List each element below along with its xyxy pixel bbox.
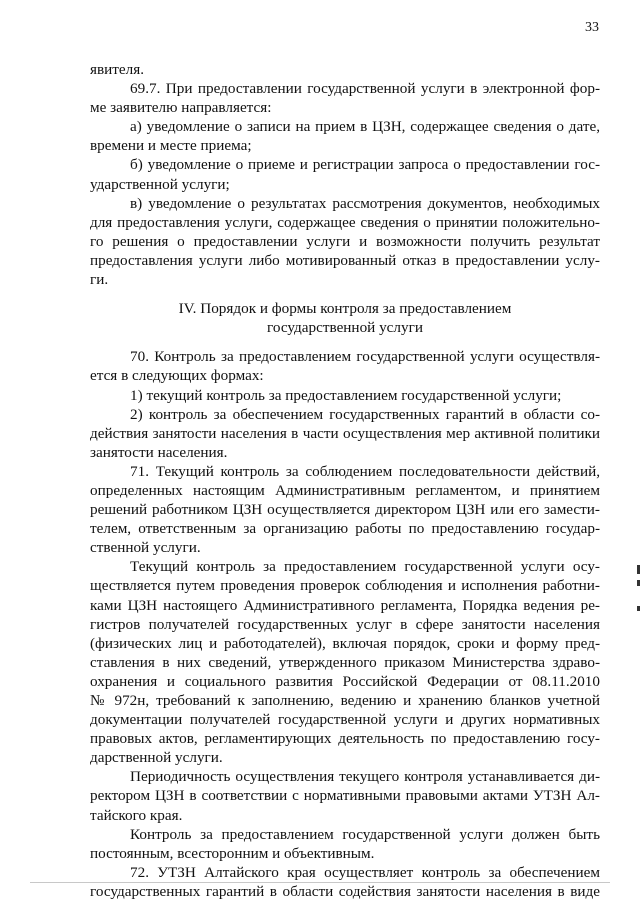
section-title: IV. Порядок и формы контроля за предоставлением [178, 300, 512, 318]
text-line: № 972н, требований к заполнению, ведению и хранению бланков учетной [90, 692, 600, 709]
text-line: телем, ответственным за организацию работы по предоставлению государ- [90, 520, 600, 538]
text-line: времени и месте приема; [90, 137, 252, 155]
text-line: Текущий контроль за предоставлением государственной услуги осу- [130, 558, 600, 576]
text-line: ме заявителю направляется: [90, 99, 272, 117]
text-line: правовых актов, регламентирующих деятельность по предоставлению госу- [90, 730, 600, 748]
text-line: предоставления услуги либо мотивированный отказ в предоставлении услу- [90, 251, 600, 269]
text-line: охранения и социального развития Российской Федерации от 08.11.2010 [90, 672, 600, 690]
document-body [90, 60, 600, 901]
text-line: решений работником ЦЗН осуществляется директором ЦЗН или его замести- [90, 501, 600, 519]
text-line: ществляется путем проведения проверок соблюдения и исполнения работни- [90, 577, 600, 595]
text-line: действия занятости населения в части осуществления мер активной политики [90, 424, 600, 442]
text-line: (физических лиц и работодателей), включая порядок, сроки и форму пред- [90, 634, 600, 652]
text-line: государственных гарантий в области содействия занятости населения в виде [90, 882, 600, 900]
text-line: го решения о предоставлении услуги и возможности получить результат [90, 232, 600, 250]
text-line: ректором ЦЗН в соответствии с нормативными правовыми актами УТЗН Ал- [90, 787, 600, 805]
text-line: а) уведомление о записи на прием в ЦЗН, содержащее сведения о дате, [130, 118, 600, 136]
text-line: явителя. [90, 61, 145, 78]
section-title: государственной услуги [267, 319, 423, 337]
text-line: документации получателей государственной услуги и других нормативных [90, 711, 600, 729]
text-line: 69.7. При предоставлении государственной услуги в электронной фор- [130, 80, 600, 98]
text-line: определенных настоящим Административным регламентом, и принятием [90, 481, 600, 499]
text-line: дарственной услуги. [90, 749, 223, 767]
text-line: б) уведомление о приеме и регистрации запроса о предоставлении гос- [130, 156, 600, 174]
text-line: 71. Текущий контроль за соблюдением последовательности действий, [130, 462, 600, 480]
page-bottom-rule [30, 882, 610, 883]
text-line: Контроль за предоставлением государственной услуги должен быть [130, 825, 600, 843]
text-line: ками ЦЗН настоящего Административного регламента, Порядка ведения ре- [90, 596, 600, 614]
text-line: ется в следующих формах: [90, 367, 264, 385]
text-line: 2) контроль за обеспечением государственных гарантий в области со- [130, 405, 600, 423]
text-line: тайского края. [90, 806, 183, 824]
page-number: 33 [585, 20, 599, 35]
text-line: в) уведомление о результатах рассмотрения документов, необходимых [130, 194, 600, 212]
text-line: ги. [90, 271, 109, 289]
text-line: 1) текущий контроль за предоставлением государственной услуги; [130, 386, 562, 404]
text-line: ставления в них сведений, утвержденного приказом Министерства здраво- [90, 653, 600, 671]
text-line: постоянным, всесторонним и объективным. [90, 844, 375, 862]
text-line: гистров получателей государственных услуг в сфере занятости населения [90, 615, 600, 633]
text-line: занятости населения. [90, 443, 228, 461]
text-line: ственной услуги. [90, 539, 201, 557]
text-line: ударственной услуги; [90, 175, 230, 193]
text-line: 72. УТЗН Алтайского края осуществляет контроль за обеспечением [130, 863, 600, 881]
text-line: для предоставления услуги, содержащее сведения о принятии положительно- [90, 213, 600, 231]
text-line: 70. Контроль за предоставлением государственной услуги осуществля- [130, 348, 600, 366]
text-line: Периодичность осуществления текущего контроля устанавливается ди- [130, 768, 600, 786]
